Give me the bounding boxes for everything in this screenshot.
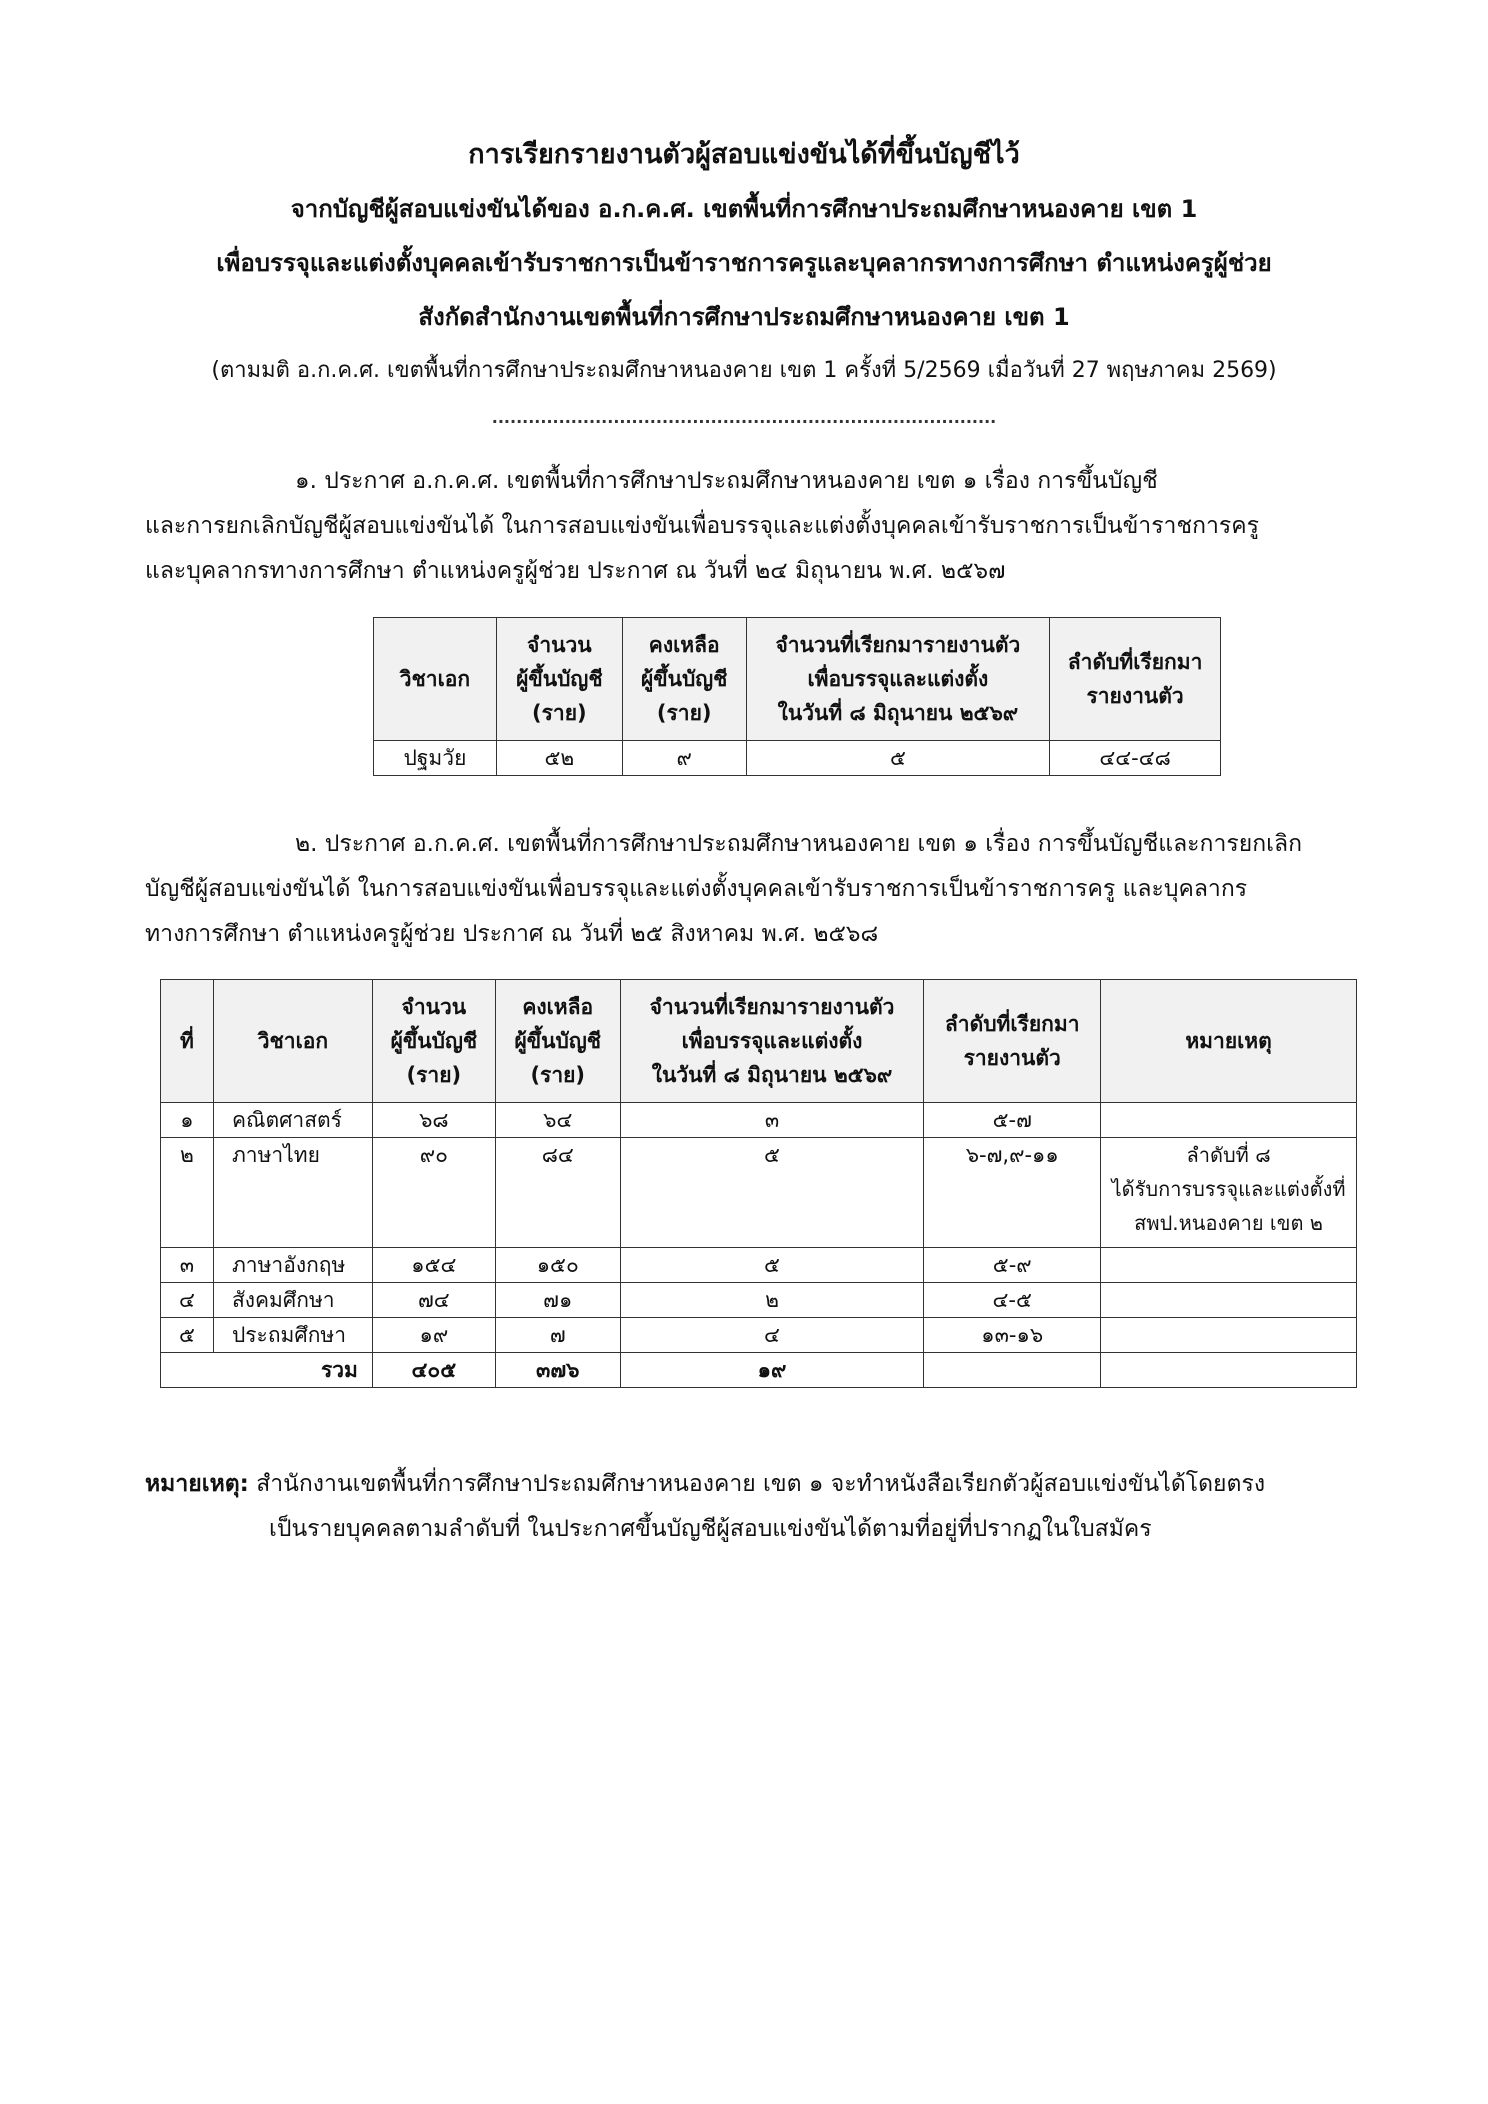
- cell-major: คณิตศาสตร์: [213, 1103, 372, 1138]
- table-row: [161, 1318, 1357, 1353]
- section-1-paragraph: [145, 459, 1340, 594]
- cell-major: ภาษาอังกฤษ: [213, 1248, 372, 1283]
- total-note: [1101, 1353, 1357, 1388]
- cell-no: ๔: [161, 1283, 214, 1318]
- cell-order: ๑๓-๑๖: [924, 1318, 1101, 1353]
- col-header-major: วิชาเอก: [374, 618, 497, 741]
- cell-count: ๑๙: [372, 1318, 495, 1353]
- cell-count: ๕๒: [496, 741, 622, 776]
- cell-remaining: ๗๑: [495, 1283, 620, 1318]
- col-header-note: หมายเหตุ: [1101, 980, 1357, 1103]
- cell-note: [1101, 1318, 1357, 1353]
- header-line-3: เพื่อบรรจุและแต่งตั้งบุคคลเข้ารับราชการเป็นข้าราชการครูและบุคลากรทางการศึกษา ตำแหน่งครูผู้ช่วย: [216, 249, 1272, 277]
- section-1-line-2: และการยกเลิกบัญชีผู้สอบแข่งขันได้ ในการสอบแข่งขันเพื่อบรรจุและแต่งตั้งบุคคลเข้ารับราชการเป็นข้าราชการครู: [145, 513, 1260, 539]
- col-header-order: ลำดับที่เรียกมา รายงานตัว: [924, 980, 1101, 1103]
- cell-major: ภาษาไทย: [213, 1138, 372, 1248]
- col-header-count: จำนวน ผู้ขึ้นบัญชี (ราย): [496, 618, 622, 741]
- total-called: ๑๙: [620, 1353, 924, 1388]
- header-resolution-note: (ตามมติ อ.ก.ค.ศ. เขตพื้นที่การศึกษาประถมศึกษาหนองคาย เขต 1 ครั้งที่ 5/2569 เมื่อวันที่ 27 พฤษภาคม 2569): [211, 358, 1277, 383]
- section-2-line-2: บัญชีผู้สอบแข่งขันได้ ในการสอบแข่งขันเพื่อบรรจุและแต่งตั้งบุคคลเข้ารับราชการเป็นข้าราชการครู และบุคลากร: [145, 876, 1248, 902]
- cell-note: [1101, 1103, 1357, 1138]
- document-header: [140, 128, 1348, 438]
- cell-remaining: ๖๔: [495, 1103, 620, 1138]
- cell-note: [1101, 1248, 1357, 1283]
- cell-count: ๙๐: [372, 1138, 495, 1248]
- header-separator: ...................................................................................: [491, 408, 997, 427]
- section-2-line-1: ๒. ประกาศ อ.ก.ค.ศ. เขตพื้นที่การศึกษาประถมศึกษาหนองคาย เขต ๑ เรื่อง การขึ้นบัญชีและการยกเลิก: [295, 831, 1303, 857]
- cell-called: ๒: [620, 1283, 924, 1318]
- section-2-table: [160, 979, 1357, 1388]
- section-1-line-3: และบุคลากรทางการศึกษา ตำแหน่งครูผู้ช่วย ประกาศ ณ วันที่ ๒๔ มิถุนายน พ.ศ. ๒๕๖๗: [145, 558, 1006, 584]
- cell-called: ๓: [620, 1103, 924, 1138]
- cell-major: ประถมศึกษา: [213, 1318, 372, 1353]
- total-label: รวม: [161, 1353, 373, 1388]
- col-header-order: ลำดับที่เรียกมา รายงานตัว: [1050, 618, 1221, 741]
- cell-note: [1101, 1283, 1357, 1318]
- col-header-remaining: คงเหลือ ผู้ขึ้นบัญชี (ราย): [495, 980, 620, 1103]
- cell-remaining: ๘๔: [495, 1138, 620, 1248]
- col-header-called: จำนวนที่เรียกมารายงานตัว เพื่อบรรจุและแต่งตั้ง ในวันที่ ๘ มิถุนายน ๒๕๖๙: [746, 618, 1050, 741]
- total-count: ๔๐๕: [372, 1353, 495, 1388]
- remark-note: [145, 1462, 1345, 1552]
- cell-order: ๔๔-๔๘: [1050, 741, 1221, 776]
- table-row: [161, 1248, 1357, 1283]
- table-row: [161, 1138, 1357, 1248]
- header-line-4: สังกัดสำนักงานเขตพื้นที่การศึกษาประถมศึกษาหนองคาย เขต 1: [418, 303, 1070, 331]
- table-row: [161, 1103, 1357, 1138]
- cell-remaining: ๙: [622, 741, 746, 776]
- cell-major: สังคมศึกษา: [213, 1283, 372, 1318]
- remark-line-1: สำนักงานเขตพื้นที่การศึกษาประถมศึกษาหนองคาย เขต ๑ จะทำหนังสือเรียกตัวผู้สอบแข่งขันได้โดยตรง: [256, 1471, 1266, 1497]
- cell-count: ๑๕๔: [372, 1248, 495, 1283]
- col-header-count: จำนวน ผู้ขึ้นบัญชี (ราย): [372, 980, 495, 1103]
- cell-called: ๕: [620, 1248, 924, 1283]
- cell-major: ปฐมวัย: [374, 741, 497, 776]
- cell-no: ๑: [161, 1103, 214, 1138]
- cell-called: ๕: [620, 1138, 924, 1248]
- cell-note: ลำดับที่ ๘ ได้รับการบรรจุและแต่งตั้งที่ สพป.หนองคาย เขต ๒: [1101, 1138, 1357, 1248]
- cell-order: ๕-๗: [924, 1103, 1101, 1138]
- total-order: [924, 1353, 1101, 1388]
- cell-called: ๕: [746, 741, 1050, 776]
- cell-remaining: ๗: [495, 1318, 620, 1353]
- col-header-no: ที่: [161, 980, 214, 1103]
- section-1-line-1: ๑. ประกาศ อ.ก.ค.ศ. เขตพื้นที่การศึกษาประถมศึกษาหนองคาย เขต ๑ เรื่อง การขึ้นบัญชี: [295, 468, 1158, 494]
- table-total-row: [161, 1353, 1357, 1388]
- cell-no: ๕: [161, 1318, 214, 1353]
- header-line-2: จากบัญชีผู้สอบแข่งขันได้ของ อ.ก.ค.ศ. เขตพื้นที่การศึกษาประถมศึกษาหนองคาย เขต 1: [290, 195, 1198, 223]
- section-2-line-3: ทางการศึกษา ตำแหน่งครูผู้ช่วย ประกาศ ณ วันที่ ๒๕ สิงหาคม พ.ศ. ๒๕๖๘: [145, 921, 879, 947]
- cell-remaining: ๑๕๐: [495, 1248, 620, 1283]
- section-1-table: [373, 617, 1221, 776]
- total-remaining: ๓๗๖: [495, 1353, 620, 1388]
- document-title: การเรียกรายงานตัวผู้สอบแข่งขันได้ที่ขึ้นบัญชีไว้: [468, 139, 1020, 170]
- cell-called: ๔: [620, 1318, 924, 1353]
- table-row: [374, 741, 1221, 776]
- section-2-paragraph: [145, 822, 1340, 957]
- cell-order: ๕-๙: [924, 1248, 1101, 1283]
- col-header-major: วิชาเอก: [213, 980, 372, 1103]
- cell-order: ๔-๕: [924, 1283, 1101, 1318]
- cell-no: ๒: [161, 1138, 214, 1248]
- table-header-row: [374, 618, 1221, 741]
- col-header-called: จำนวนที่เรียกมารายงานตัว เพื่อบรรจุและแต่งตั้ง ในวันที่ ๘ มิถุนายน ๒๕๖๙: [620, 980, 924, 1103]
- cell-count: ๗๔: [372, 1283, 495, 1318]
- cell-order: ๖-๗,๙-๑๑: [924, 1138, 1101, 1248]
- cell-no: ๓: [161, 1248, 214, 1283]
- cell-count: ๖๘: [372, 1103, 495, 1138]
- remark-label: หมายเหตุ:: [145, 1471, 249, 1497]
- remark-line-2: เป็นรายบุคคลตามลำดับที่ ในประกาศขึ้นบัญชีผู้สอบแข่งขันได้ตามที่อยู่ที่ปรากฏในใบสมัคร: [269, 1516, 1152, 1542]
- table-row: [161, 1283, 1357, 1318]
- col-header-remaining: คงเหลือ ผู้ขึ้นบัญชี (ราย): [622, 618, 746, 741]
- table-header-row: [161, 980, 1357, 1103]
